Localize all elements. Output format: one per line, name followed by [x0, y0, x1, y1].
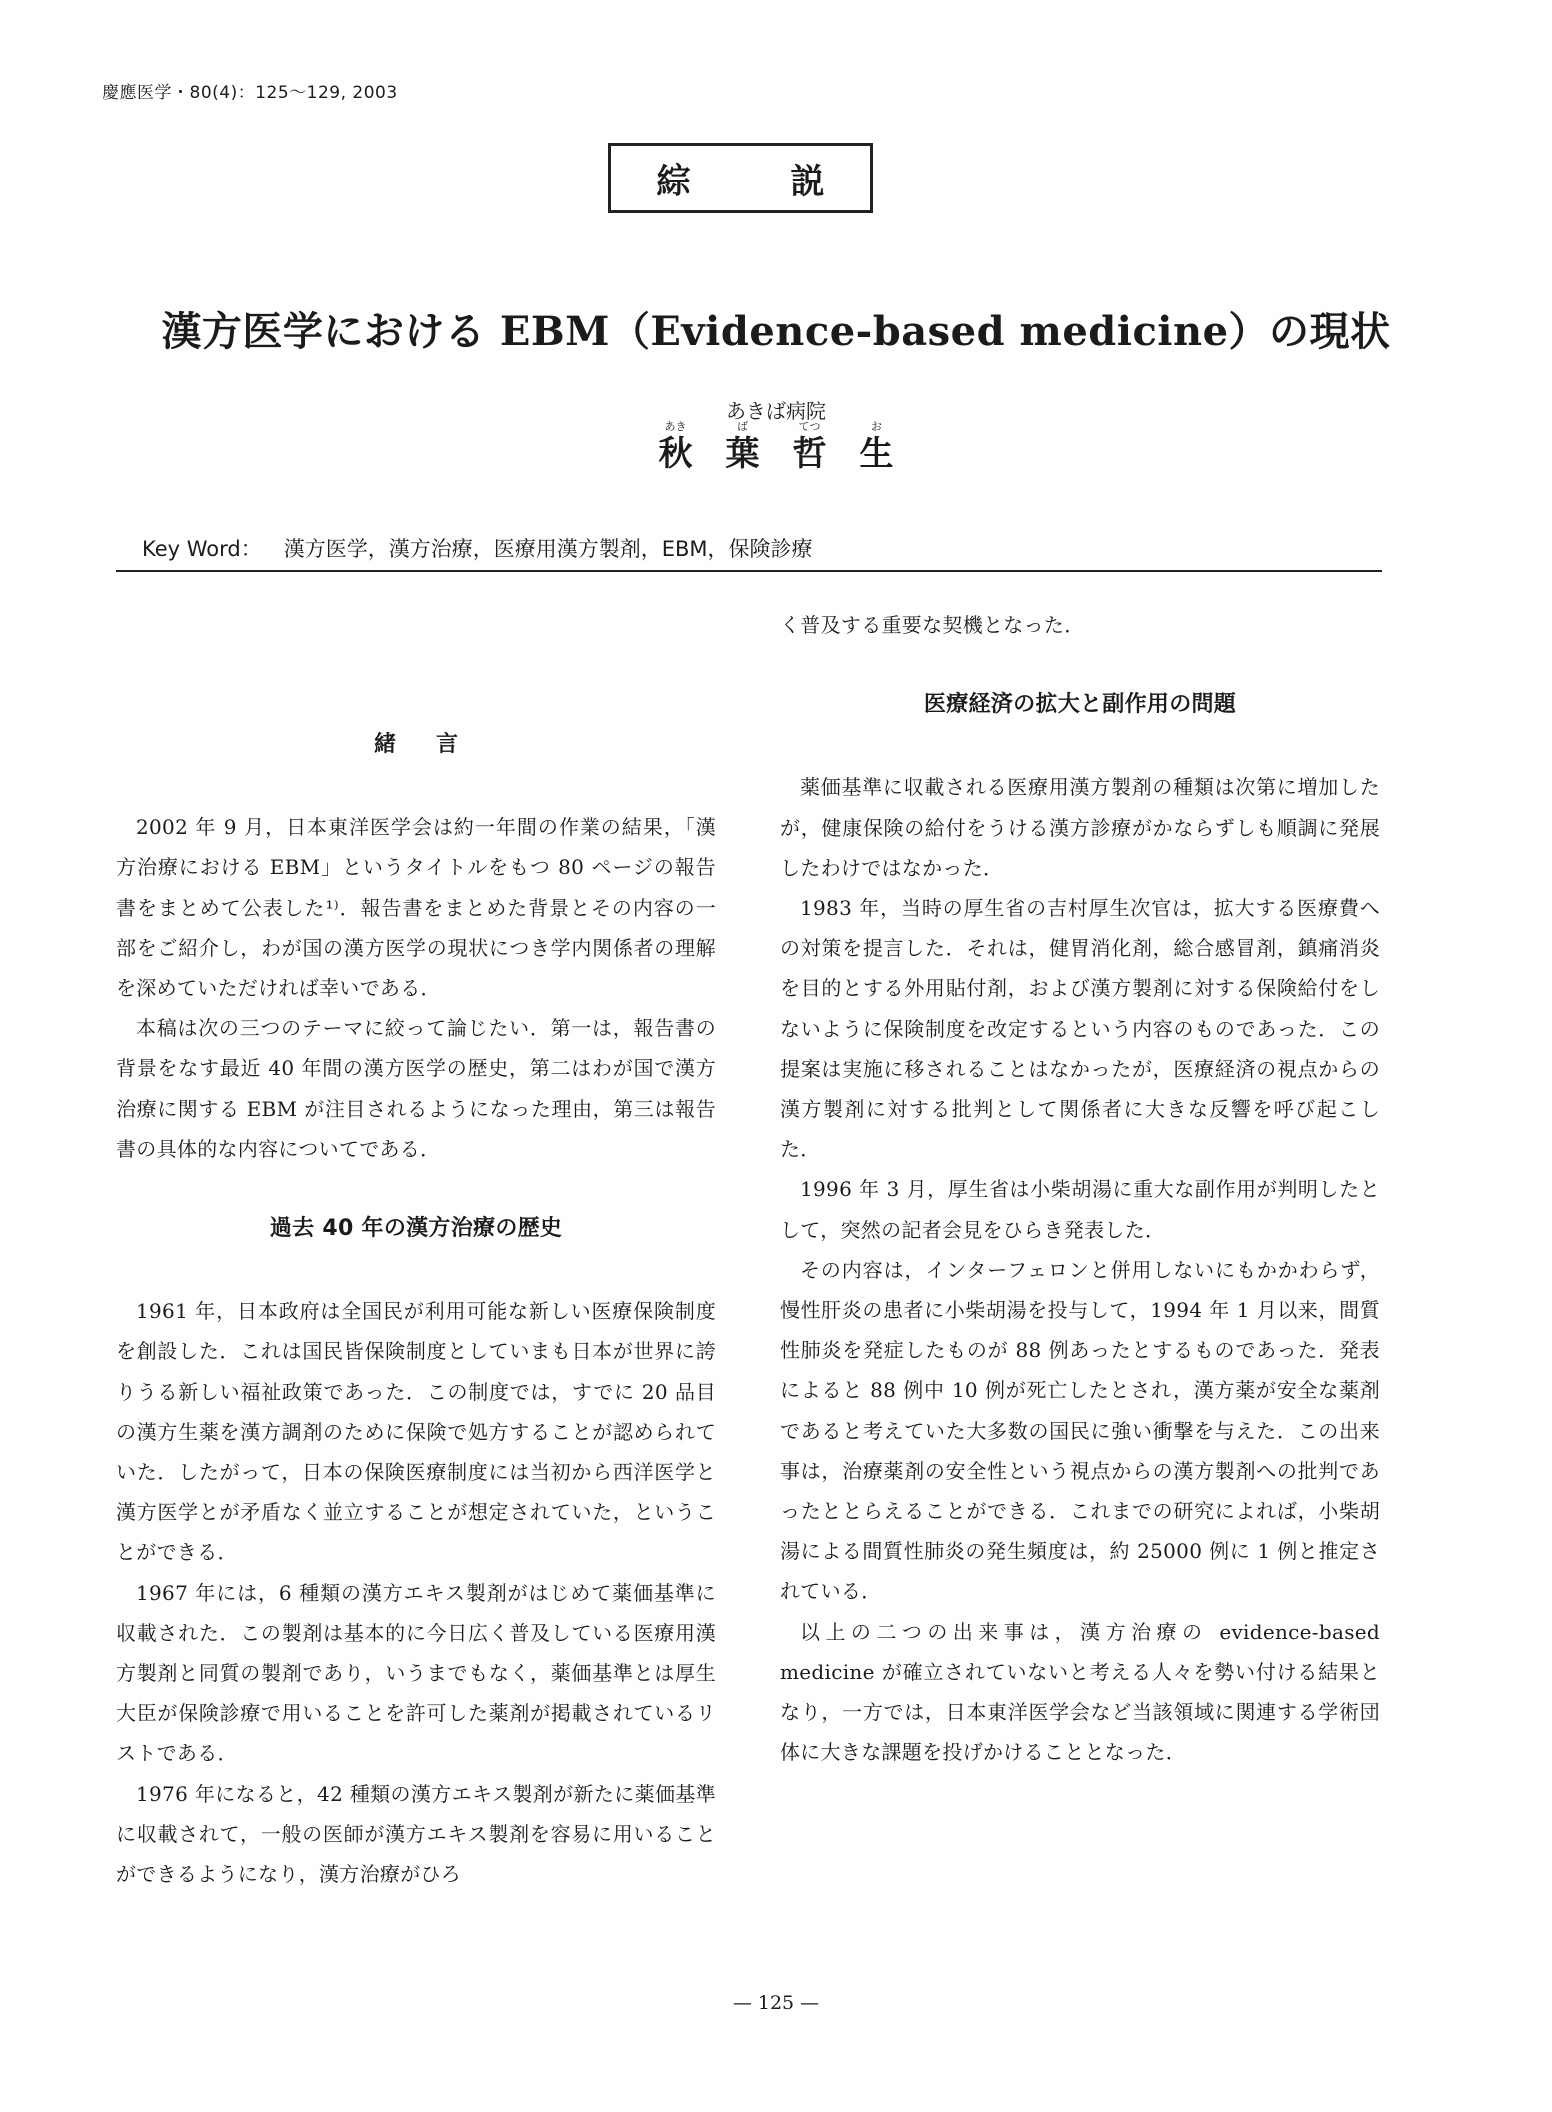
author-char — [726, 420, 760, 474]
section-heading: 医療経済の拡大と副作用の問題 — [923, 692, 1237, 718]
body-paragraph: く普及する重要な契機となった． — [780, 613, 1085, 637]
left-column — [116, 725, 716, 1894]
article-type-label: 綜説 — [656, 161, 925, 202]
body-paragraph: 以上の二つの出来事は，漢方治療の evidence-based medicine が確立されていないと考える人々を勢い付ける結果となり，一方では，日本東洋医学会など当該領域に関連する学術団体に大きな課題を投げかけることとなった． — [780, 1619, 1380, 1765]
keywords-line — [142, 533, 813, 563]
body-paragraph: 1976 年になると，42 種類の漢方エキス製剤が新たに薬価基準に収載されて，一般の医師が漢方エキス製剤を容易に用いることができるようになり，漢方治療がひろ — [116, 1781, 716, 1887]
body-paragraph: 1961 年，日本政府は全国民が利用可能な新しい医療保険制度を創設した．これは国民皆保険制度としていまも日本が世界に誇りうる新しい福祉政策であった．この制度では，すでに 20 品目の漢方生薬を漢方調剤のために保険で処方することが認められていた．したがって，日本の保険医療制度には当初から西洋医学と漢方医学とが矛盾なく並立することが想定されていた，ということができる． — [116, 1299, 716, 1565]
author-ruby: お — [871, 420, 882, 433]
body-paragraph: 1983 年，当時の厚生省の吉村厚生次官は，拡大する医療費への対策を提言した．それは，健胃消化剤，総合感冒剤，鎮痛消炎を目的とする外用貼付剤，および漢方製剤に対する保険給付をしないように保険制度を改定するという内容のものであった．この提案は実施に移されることはなかったが，医療経済の視点からの漢方製剤に対する批判として関係者に大きな反響を呼び起こした． — [780, 896, 1380, 1162]
body-paragraph: 1996 年 3 月，厚生省は小柴胡湯に重大な副作用が判明したとして，突然の記者会見をひらき発表した． — [780, 1177, 1380, 1242]
body-paragraph: 薬価基準に収載される医療用漢方製剤の種類は次第に増加したが，健康保険の給付をうける漢方診療がかならずしも順調に発展したわけではなかった． — [780, 775, 1380, 880]
body-paragraph: 本稿は次の三つのテーマに絞って論じたい．第一は，報告書の背景をなす最近 40 年間の漢方医学の歴史，第二はわが国で漢方治療に関する EBM が注目されるようになった理由，第三は報告書の具体的な内容についてである． — [116, 1016, 716, 1161]
body-paragraph: その内容は，インターフェロンと併用しないにもかかわらず，慢性肝炎の患者に小柴胡湯を投与して，1994 年 1 月以来，間質性肺炎を発症したものが 88 例あったとするものであった．発表によると 88 例中 10 例が死亡したとされ，漢方薬が安全な薬剤であると考えていた大多数の国民に強い衝撃を与えた．この出来事は，治療薬剤の安全性という視点からの漢方製剤への批判であったととらえることができる．これまでの研究によれば，小柴胡湯による間質性肺炎の発生頻度は，約 25000 例に 1 例と推定されている． — [780, 1257, 1380, 1604]
author-char — [659, 420, 693, 474]
author-char — [793, 420, 827, 474]
body-paragraph: 2002 年 9 月，日本東洋医学会は約一年間の作業の結果，「漢方治療における EBM」というタイトルをもつ 80 ページの報告書をまとめて公表した¹⁾．報告書をまとめた背景とその内容の一部をご紹介し，わが国の漢方医学の現状につき学内関係者の理解を深めていただければ幸いである． — [116, 815, 716, 1001]
article-type-box — [608, 143, 925, 213]
author-char — [860, 420, 894, 474]
section-heading: 緒言 — [373, 732, 498, 757]
author-ruby: あき — [664, 420, 687, 433]
keywords-label: Key Word： — [142, 537, 262, 561]
article-title: 漢方医学における EBM（Evidence-based medicine）の現状 — [161, 308, 1391, 355]
section-heading: 過去 40 年の漢方治療の歴史 — [269, 1216, 563, 1242]
keywords-list: 漢方医学，漢方治療，医療用漢方製剤，EBM，保険診療 — [283, 537, 813, 561]
header-divider — [116, 570, 1382, 572]
body-paragraph: 1967 年には，6 種類の漢方エキス製剤がはじめて薬価基準に収載された．この製剤は基本的に今日広く普及している医療用漢方製剤と同質の製剤であり，いうまでもなく，薬価基準とは厚生大臣が保険診療で用いることを許可した薬剤が掲載されているリストである． — [116, 1580, 716, 1766]
right-column — [780, 605, 1380, 1772]
author-kanji: 秋 — [658, 434, 693, 474]
author-ruby: てつ — [798, 420, 821, 433]
author-kanji: 生 — [859, 434, 894, 474]
author-kanji: 葉 — [725, 434, 760, 474]
author-ruby: ば — [737, 420, 748, 433]
journal-citation: 慶應医学・80(4)：125～129, 2003 — [102, 83, 398, 103]
author-kanji: 哲 — [792, 434, 827, 474]
page-number: — 125 — — [732, 1992, 820, 2014]
author-affiliation: あきば病院 — [726, 399, 826, 423]
author-name — [0, 420, 1552, 474]
